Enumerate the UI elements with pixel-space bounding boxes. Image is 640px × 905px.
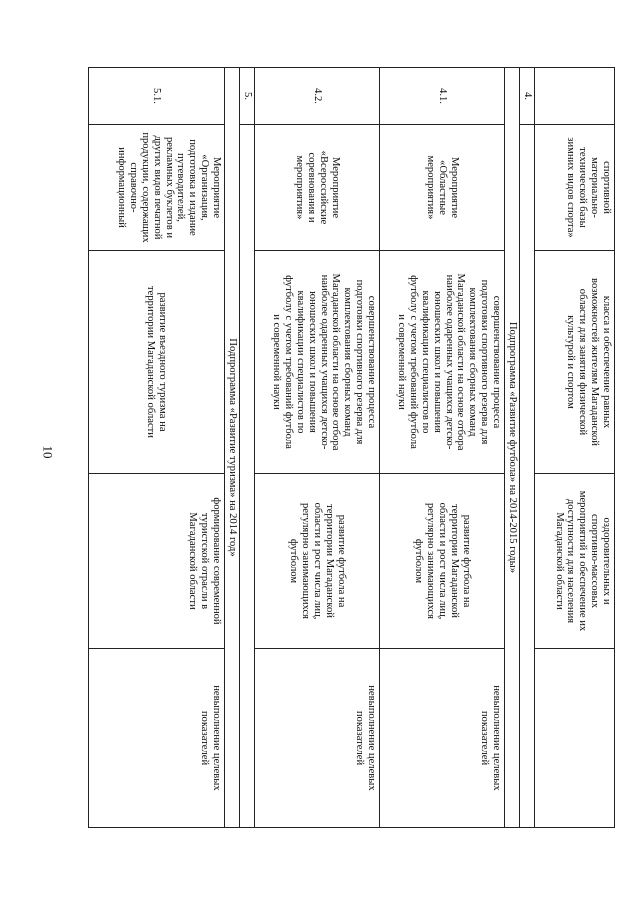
event-name: Мероприятие «Организация, подготовка и издание путеводителей, рекламных буклетов и других видов печатной продукции, содержащих справочно- информационный xyxy=(89,125,225,251)
section-number: 5. xyxy=(240,68,255,125)
page-number: 10 xyxy=(40,445,55,459)
row-number: 4.2. xyxy=(255,68,380,125)
event-name: спортивной материально- технической базы зимних видов спорта» xyxy=(535,125,615,251)
events-table xyxy=(88,67,615,828)
section-row xyxy=(520,68,535,828)
expected-result: оздоровительных и спортивно-массовых мероприятий и обеспечение их доступности для населения Магаданской области xyxy=(535,474,615,649)
row-number: 5.1. xyxy=(89,68,225,125)
expected-result: развитие футбола на территории Магаданской области и рост числа лиц, регулярно занимающихся футболом xyxy=(255,474,380,649)
risk: невыполнение целевых показателей xyxy=(255,649,380,828)
section-title xyxy=(520,125,535,828)
expected-result: развитие футбола на территории Магаданской области и рост числа лиц, регулярно занимающихся футболом xyxy=(380,474,505,649)
event-name: Мероприятие «Всероссийские соревнования и мероприятия» xyxy=(255,125,380,251)
table-row xyxy=(89,68,225,828)
subprogram-title-row xyxy=(505,68,520,828)
event-content: совершенствование процесса подготовки спортивного резерва для комплектования сборных команд Магаданской области на основе отбора наиболее одаренных учащихся детско- юношеских школ и повышения квалификации специалистов по футболу с учетом требований футбола и современной науки xyxy=(380,251,505,474)
subprogram-title-row xyxy=(225,68,240,828)
risk: невыполнение целевых показателей xyxy=(380,649,505,828)
section-number: 4. xyxy=(520,68,535,125)
table-row xyxy=(380,68,505,828)
event-content: класса и обеспечение равных возможностей жителям Магаданской области для занятия физической культурой и спортом xyxy=(535,251,615,474)
subprogram-title: Подпрограмма «Развитие футбола» на 2014-2015 годы» xyxy=(505,68,520,828)
section-title xyxy=(240,125,255,828)
event-name: Мероприятие «Областные мероприятия» xyxy=(380,125,505,251)
risk: невыполнение целевых показателей xyxy=(89,649,225,828)
row-number: 4.1. xyxy=(380,68,505,125)
risk xyxy=(535,649,615,828)
expected-result: формирование современной туристской отрасли в Магаданской области xyxy=(89,474,225,649)
table-row xyxy=(535,68,615,828)
subprogram-title: Подпрограмма «Развитие туризма» на 2014 год» xyxy=(225,68,240,828)
table-row xyxy=(255,68,380,828)
rotated-table-wrapper xyxy=(85,67,615,827)
section-row xyxy=(240,68,255,828)
event-content: развитие въездного туризма на территории Магаданской области xyxy=(89,251,225,474)
row-number xyxy=(535,68,615,125)
event-content: совершенствование процесса подготовки спортивного резерва для комплектования сборных команд Магаданской области на основе отбора наиболее одаренных учащихся детско- юношеских школ и повышения квалификации специалистов по футболу с учетом требований футбола и современной науки xyxy=(255,251,380,474)
